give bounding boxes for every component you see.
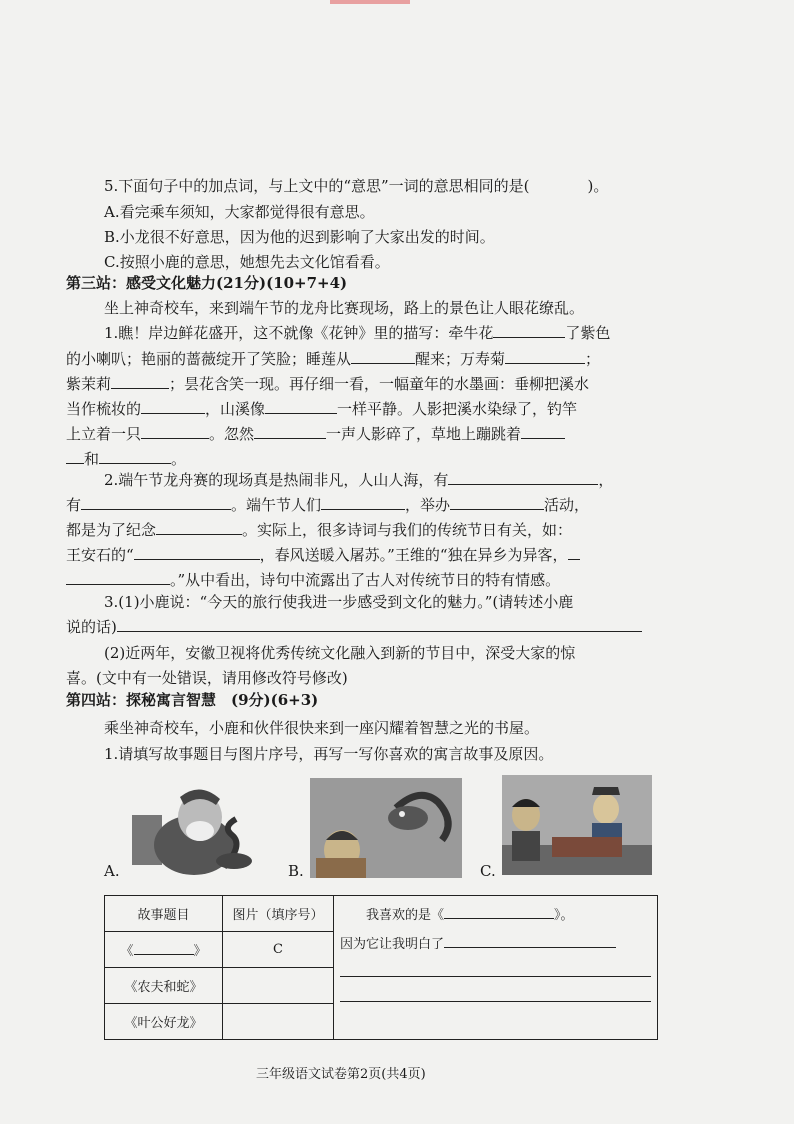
s3-q1-text: ；昙花含笑一现。再仔细一看，一幅童年的水墨画：垂柳把溪水 — [169, 375, 590, 393]
q5-question — [104, 176, 608, 196]
s3-q1-text: 一样平静。人影把溪水染绿了，钓竿 — [337, 400, 578, 418]
picture-c-people — [502, 775, 652, 875]
answer-blank[interactable] — [448, 470, 598, 485]
s3-q2-text: 有 — [66, 496, 82, 514]
s3-q2-line3 — [66, 520, 572, 540]
s3-q2-line2 — [66, 495, 589, 515]
s3-q2-text: 2.端午节龙舟赛的现场真是热闹非凡，人山人海，有 — [104, 471, 449, 489]
s3-q1-line1 — [104, 323, 610, 343]
s3-q2-text: ，春风送暖入屠苏。”王维的“独在异乡为异客， — [259, 546, 568, 564]
answer-blank[interactable] — [141, 424, 209, 439]
favorite-suffix: 》。 — [554, 908, 574, 923]
favorite-story-cell — [334, 896, 658, 1040]
title-blank[interactable] — [134, 940, 194, 955]
s3-q1-text: ，山溪像 — [205, 400, 266, 418]
row3-picture-cell[interactable] — [223, 1004, 334, 1040]
row2-picture-cell[interactable] — [223, 968, 334, 1004]
s3-q1-text: 了紫色 — [565, 324, 611, 342]
row3-title-cell: 《叶公好龙》 — [105, 1004, 223, 1040]
s3-q2-text: 都是为了纪念 — [66, 521, 157, 539]
s3-q2-text: ， — [598, 471, 614, 489]
answer-blank[interactable] — [141, 399, 205, 414]
answer-blank[interactable] — [351, 349, 415, 364]
s3-q1-text: 和 — [84, 450, 100, 468]
s3-q1-text: 。 — [171, 450, 187, 468]
s3-q2-text: 。端午节人们 — [231, 496, 322, 514]
writing-line[interactable] — [340, 952, 651, 977]
q5-option-c: C.按照小鹿的意思，她想先去文化馆看看。 — [104, 253, 390, 271]
page-footer: 三年级语文试卷第2页(共4页) — [256, 1067, 426, 1082]
answer-blank[interactable] — [156, 520, 242, 535]
story-table — [104, 895, 658, 1040]
q5-option-b: B.小龙很不好意思，因为他的迟到影响了大家出发的时间。 — [104, 228, 495, 246]
s3-q2-text: 王安石的“ — [66, 546, 134, 564]
s3-q3-p2-line1: (2)近两年，安徽卫视将优秀传统文化融入到新的节目中，深受大家的惊 — [104, 644, 576, 662]
reason-prefix: 因为它让我明白了 — [340, 937, 445, 952]
s3-q1-text: 紫茉莉 — [66, 375, 112, 393]
row1-picture-cell: C — [223, 932, 334, 968]
s3-q1-line3 — [66, 374, 589, 394]
title-bracket: 《 — [120, 944, 134, 959]
answer-blank[interactable] — [99, 449, 171, 464]
answer-blank[interactable] — [568, 545, 580, 560]
answer-blank[interactable] — [111, 374, 169, 389]
picture-c-label: C. — [480, 862, 496, 880]
red-mark — [330, 0, 410, 4]
s3-q3-p1-line2 — [66, 617, 642, 637]
s3-q1-text: ； — [585, 350, 601, 368]
picture-b-dragon — [310, 778, 462, 878]
s3-q1-text: 醒来；万寿菊 — [415, 350, 506, 368]
s3-q2-text: ，举办 — [405, 496, 451, 514]
s3-q2-text: 。实际上，很多诗词与我们的传统节日有关，如： — [242, 521, 573, 539]
s3-q1-line2 — [66, 349, 600, 369]
s3-q3-p2-line2: 喜。(文中有一处错误，请用修改符号修改) — [66, 669, 348, 687]
s3-q1-text: 当作梳妆的 — [66, 400, 142, 418]
title-bracket: 》 — [193, 944, 207, 959]
section4-q1: 1.请填写故事题目与图片序号，再写一写你喜欢的寓言故事及原因。 — [104, 745, 554, 763]
s3-q1-text: 的小喇叭；艳丽的蔷薇绽开了笑脸；睡莲从 — [66, 350, 352, 368]
favorite-line — [366, 904, 651, 923]
answer-blank[interactable] — [117, 617, 642, 632]
s3-q2-line4 — [66, 545, 580, 565]
s3-q1-line5 — [66, 424, 565, 444]
answer-blank[interactable] — [81, 495, 231, 510]
section4-intro: 乘坐神奇校车，小鹿和伙伴很快来到一座闪耀着智慧之光的书屋。 — [104, 719, 540, 737]
answer-blank[interactable] — [493, 323, 565, 338]
favorite-prefix: 我喜欢的是《 — [366, 908, 445, 923]
q5-question-text: 5.下面句子中的加点词，与上文中的“意思”一词的意思相同的是( — [104, 177, 530, 195]
answer-blank[interactable] — [505, 349, 585, 364]
answer-blank[interactable] — [254, 424, 326, 439]
s3-q1-text: 1.瞧！岸边鲜花盛开，这不就像《花钟》里的描写：牵牛花 — [104, 324, 494, 342]
table-row — [105, 896, 658, 932]
answer-blank[interactable] — [66, 449, 84, 464]
s3-q1-line4 — [66, 399, 577, 419]
answer-blank[interactable] — [450, 495, 544, 510]
s3-q2-line5 — [66, 570, 560, 590]
writing-line[interactable] — [340, 977, 651, 1002]
q5-option-a: A.看完乘车须知，大家都觉得很有意思。 — [104, 203, 375, 221]
answer-blank[interactable] — [521, 424, 565, 439]
s3-q1-text: 。忽然 — [209, 425, 255, 443]
s3-q3-text: 说的话) — [66, 618, 117, 636]
answer-blank[interactable] — [265, 399, 337, 414]
picture-a-label: A. — [104, 862, 120, 880]
s3-q1-text: 上立着一只 — [66, 425, 142, 443]
answer-blank[interactable] — [134, 545, 260, 560]
picture-a-farmer-snake — [124, 775, 264, 875]
picture-b-label: B. — [288, 862, 304, 880]
header-story-title: 故事题目 — [105, 896, 223, 932]
favorite-story-blank[interactable] — [444, 904, 554, 919]
s3-q3-p1-line1: 3.(1)小鹿说：“今天的旅行使我进一步感受到文化的魅力。”(请转述小鹿 — [104, 593, 574, 611]
reason-line — [340, 933, 651, 952]
s3-q1-line6 — [66, 449, 186, 469]
q5-close: )。 — [587, 177, 609, 195]
row1-title-cell — [105, 932, 223, 968]
s3-q2-text: 活动， — [544, 496, 590, 514]
row2-title-cell: 《农夫和蛇》 — [105, 968, 223, 1004]
answer-blank[interactable] — [66, 570, 170, 585]
section3-heading: 第三站：感受文化魅力(21分)(10+7+4) — [66, 274, 348, 292]
s3-q2-line1 — [104, 470, 613, 490]
section3-intro: 坐上神奇校车，来到端午节的龙舟比赛现场，路上的景色让人眼花缭乱。 — [104, 299, 585, 317]
reason-blank[interactable] — [444, 933, 616, 948]
s3-q1-text: 一声人影碎了，草地上蹦跳着 — [326, 425, 522, 443]
header-picture-number: 图片（填序号） — [223, 896, 334, 932]
section4-heading: 第四站：探秘寓言智慧 (9分)(6+3) — [66, 691, 319, 709]
answer-blank[interactable] — [321, 495, 405, 510]
s3-q2-text: 。”从中看出，诗句中流露出了古人对传统节日的特有情感。 — [170, 571, 561, 589]
